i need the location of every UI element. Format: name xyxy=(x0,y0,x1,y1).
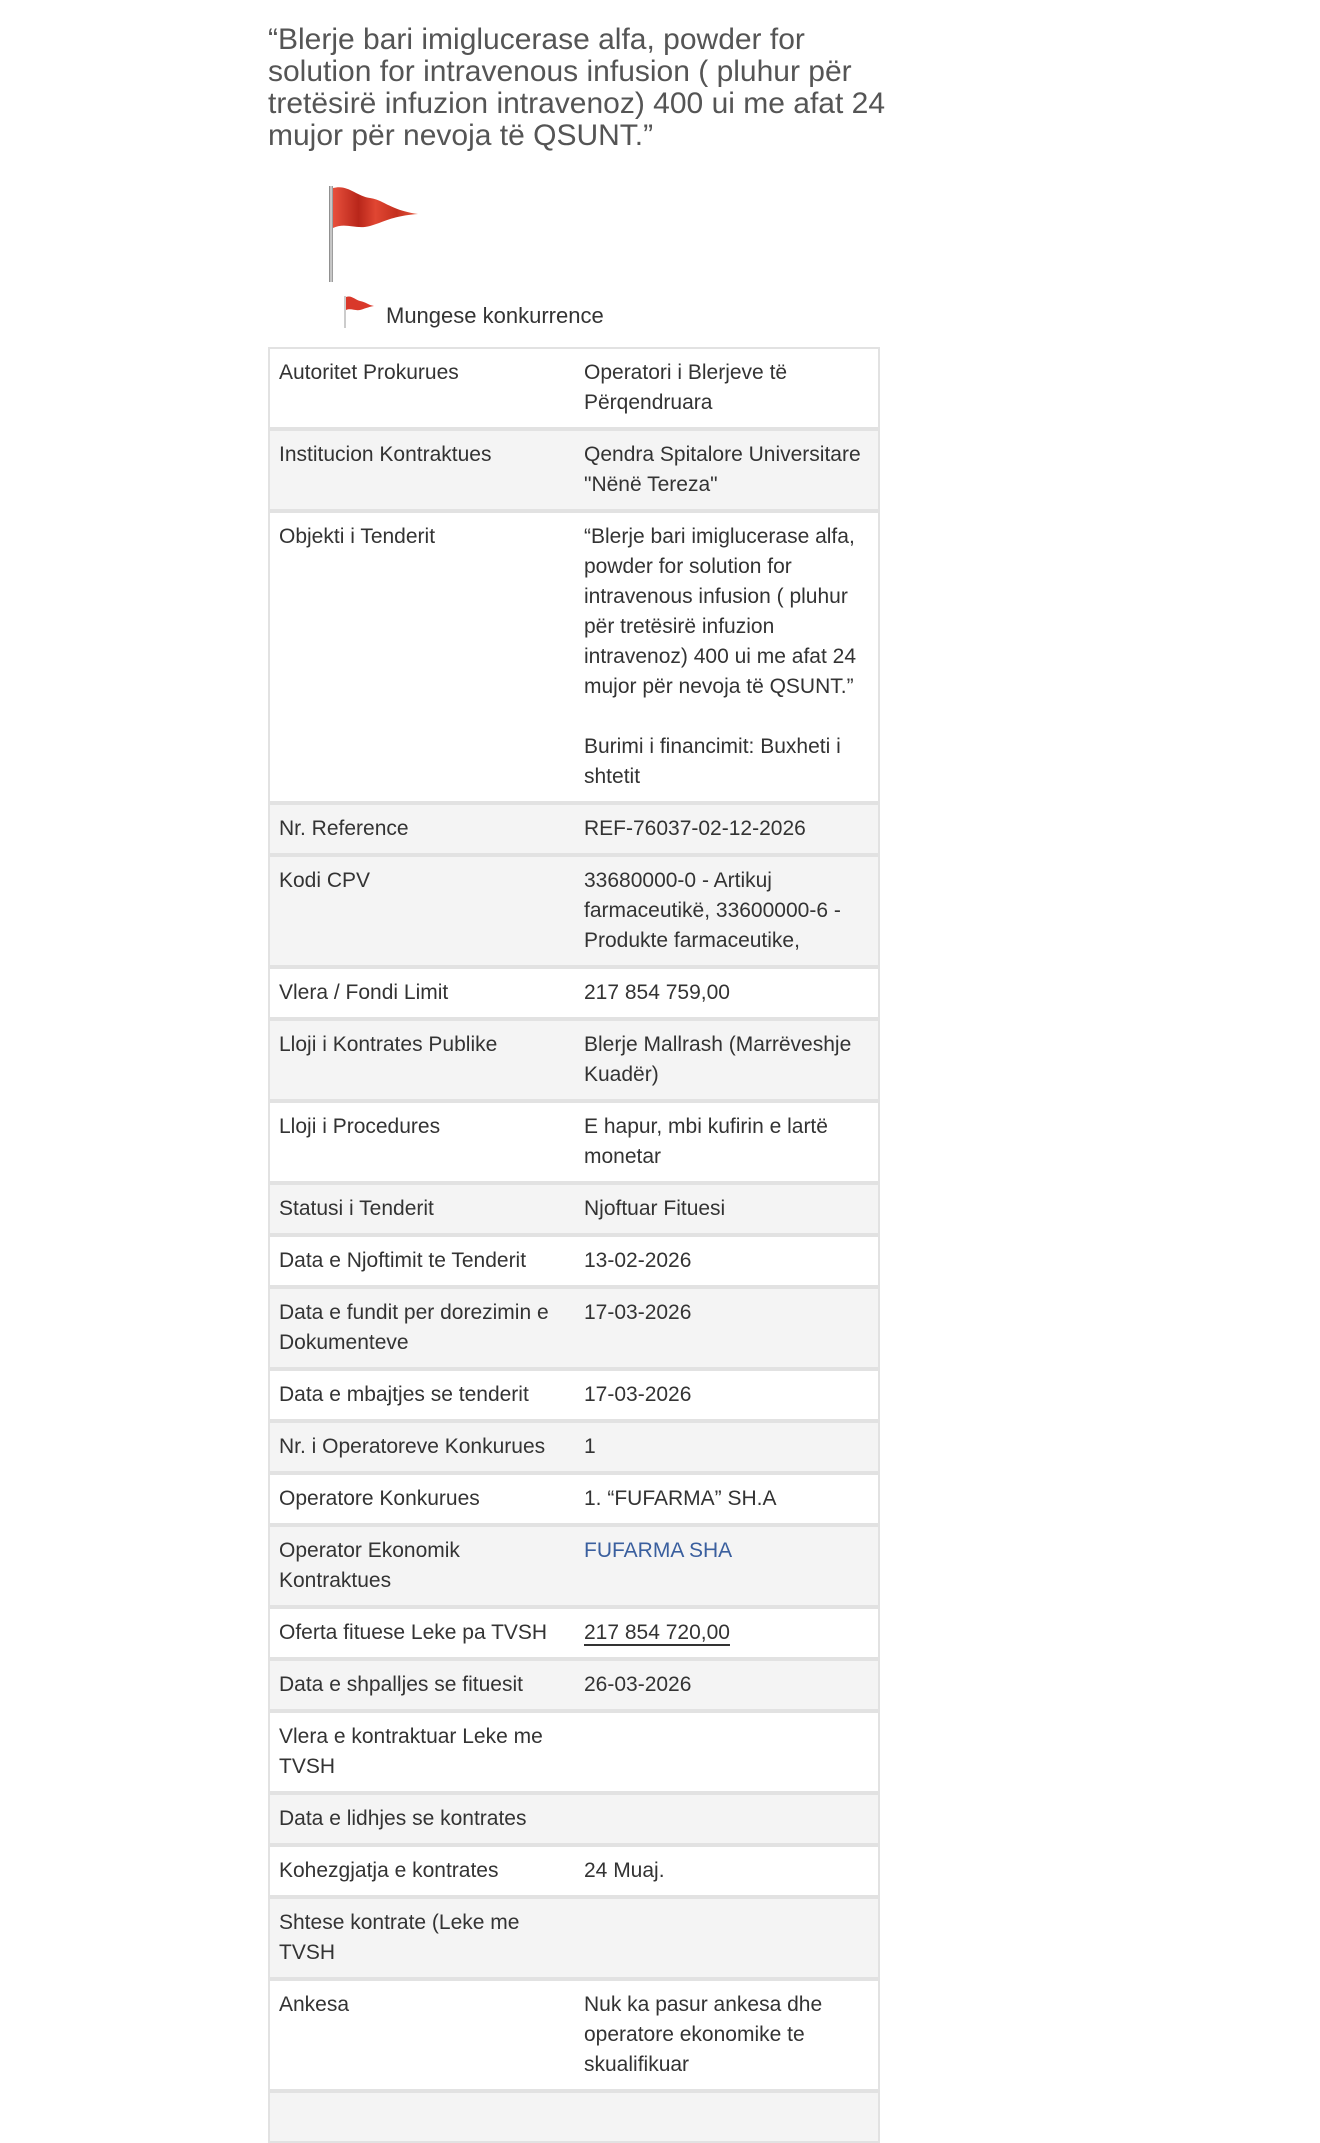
row-label: Oferta fituese Leke pa TVSH xyxy=(269,1607,575,1659)
table-row xyxy=(269,1369,879,1421)
row-value xyxy=(575,511,879,803)
table-row xyxy=(269,1711,879,1793)
row-label: Data e shpalljes se fituesit xyxy=(269,1659,575,1711)
row-label: Shtese kontrate (Leke me TVSH xyxy=(269,1897,575,1979)
row-value: 217 854 759,00 xyxy=(575,967,879,1019)
table-row xyxy=(269,429,879,511)
row-label: Operatore Konkurues xyxy=(269,1473,575,1525)
row-label: Nr. Reference xyxy=(269,803,575,855)
row-value xyxy=(575,1897,879,1979)
table-row xyxy=(269,1473,879,1525)
row-label: Kohezgjatja e kontrates xyxy=(269,1845,575,1897)
table-row xyxy=(269,803,879,855)
row-label: Statusi i Tenderit xyxy=(269,1183,575,1235)
row-label: Data e mbajtjes se tenderit xyxy=(269,1369,575,1421)
row-value xyxy=(575,1711,879,1793)
row-value: 1. “FUFARMA” SH.A xyxy=(575,1473,879,1525)
tender-object-text: “Blerje bari imiglucerase alfa, powder for solution for intravenous infusion ( pluhur për tretësirë infuzion intravenoz) 400 ui me afat 24 mujor për nevoja të QSUNT.” xyxy=(584,525,856,698)
table-row xyxy=(269,967,879,1019)
row-value: Nuk ka pasur ankesa dhe operatore ekonomike te skualifikuar xyxy=(575,1979,879,2091)
row-value: Blerje Mallrash (Marrëveshje Kuadër) xyxy=(575,1019,879,1101)
row-label: Vlera / Fondi Limit xyxy=(269,967,575,1019)
table-row xyxy=(269,1101,879,1183)
table-row xyxy=(269,348,879,429)
row-label: Nr. i Operatoreve Konkurues xyxy=(269,1421,575,1473)
row-value xyxy=(575,2091,879,2142)
row-label: Operator Ekonomik Kontraktues xyxy=(269,1525,575,1607)
table-row xyxy=(269,1897,879,1979)
contractor-link[interactable]: FUFARMA SHA xyxy=(584,1539,733,1562)
tender-details-table xyxy=(268,347,880,2143)
row-label: Data e Njoftimit te Tenderit xyxy=(269,1235,575,1287)
row-label: Data e fundit per dorezimin e Dokumenteve xyxy=(269,1287,575,1369)
row-value: 26-03-2026 xyxy=(575,1659,879,1711)
small-red-flag-icon xyxy=(342,294,376,330)
table-row xyxy=(269,1287,879,1369)
table-row xyxy=(269,1183,879,1235)
row-value: 1 xyxy=(575,1421,879,1473)
table-row xyxy=(269,1659,879,1711)
row-label: Lloji i Procedures xyxy=(269,1101,575,1183)
tender-title: “Blerje bari imiglucerase alfa, powder for solution for intravenous infusion ( pluhur për tretësirë infuzion intravenoz) 400 ui me afat 24 mujor për nevoja të QSUNT.” xyxy=(268,23,886,152)
red-flag-icon xyxy=(326,184,422,284)
table-row xyxy=(269,1607,879,1659)
row-value: REF-76037-02-12-2026 xyxy=(575,803,879,855)
row-label: Lloji i Kontrates Publike xyxy=(269,1019,575,1101)
row-label xyxy=(269,2091,575,2142)
row-value: 24 Muaj. xyxy=(575,1845,879,1897)
funding-source-text: Burimi i financimit: Buxheti i shtetit xyxy=(584,735,841,788)
row-value: Qendra Spitalore Universitare "Nënë Tereza" xyxy=(575,429,879,511)
row-value: 17-03-2026 xyxy=(575,1369,879,1421)
row-value xyxy=(575,1607,879,1659)
table-row xyxy=(269,1979,879,2091)
table-row xyxy=(269,511,879,803)
row-value: 17-03-2026 xyxy=(575,1287,879,1369)
row-value xyxy=(575,1793,879,1845)
table-row xyxy=(269,1845,879,1897)
row-label: Vlera e kontraktuar Leke me TVSH xyxy=(269,1711,575,1793)
row-value xyxy=(575,1525,879,1607)
table-row xyxy=(269,1019,879,1101)
flag-label: Mungese konkurrence xyxy=(386,303,604,328)
row-label: Autoritet Prokurues xyxy=(269,348,575,429)
row-label: Objekti i Tenderit xyxy=(269,511,575,803)
row-label: Kodi CPV xyxy=(269,855,575,967)
table-row xyxy=(269,1525,879,1607)
row-label: Institucion Kontraktues xyxy=(269,429,575,511)
row-value: 33680000-0 - Artikuj farmaceutikë, 33600000-6 - Produkte farmaceutike, xyxy=(575,855,879,967)
row-value: E hapur, mbi kufirin e lartë monetar xyxy=(575,1101,879,1183)
table-row xyxy=(269,1793,879,1845)
table-row xyxy=(269,2091,879,2142)
table-row xyxy=(269,855,879,967)
winning-offer-link[interactable]: 217 854 720,00 xyxy=(584,1621,730,1644)
row-value: 13-02-2026 xyxy=(575,1235,879,1287)
table-row xyxy=(269,1421,879,1473)
table-row xyxy=(269,1235,879,1287)
competition-flag xyxy=(342,290,604,330)
row-value: Operatori i Blerjeve të Përqendruara xyxy=(575,348,879,429)
row-label: Ankesa xyxy=(269,1979,575,2091)
row-value: Njoftuar Fituesi xyxy=(575,1183,879,1235)
row-label: Data e lidhjes se kontrates xyxy=(269,1793,575,1845)
